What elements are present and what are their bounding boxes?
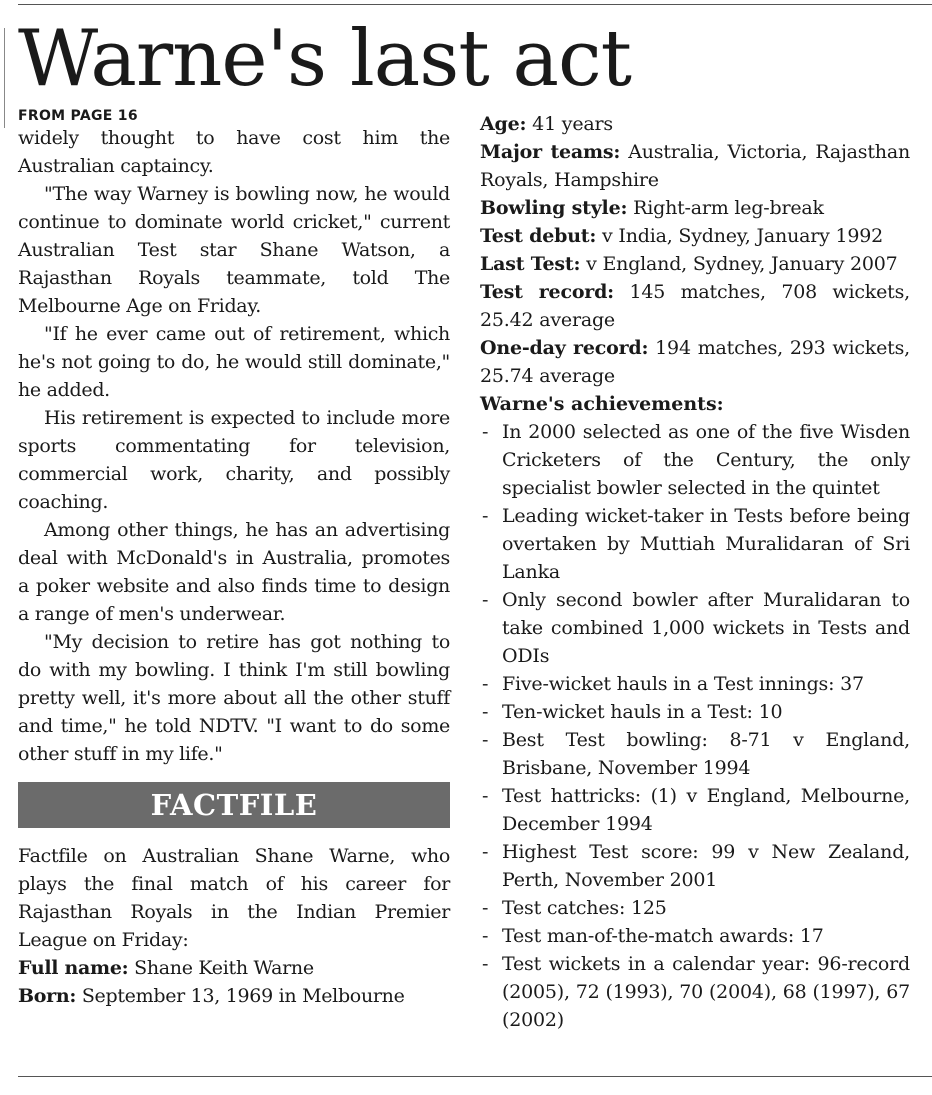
achievement-item: - Leading wicket-taker in Tests before being overtaken by Muttiah Muralidaran of Sri Lanka [480, 502, 910, 586]
fact-value: 194 matches, 293 wickets, 25.74 average [480, 337, 910, 387]
achievement-item: - Only second bowler after Muralidaran to take combined 1,000 wickets in Tests and ODIs [480, 586, 910, 670]
fact-last-test [480, 250, 910, 278]
fact-value: Shane Keith Warne [128, 957, 314, 979]
article-paragraph: "My decision to retire has got nothing to do with my bowling. I think I'm still bowling pretty well, it's more about all the other stuff and time," he told NDTV. "I want to do some other stuff in my life." [18, 631, 450, 765]
achievement-item: - Test catches: 125 [480, 894, 910, 922]
fact-value: v England, Sydney, January 2007 [580, 253, 898, 275]
article-paragraph: Among other things, he has an advertising deal with McDonald's in Australia, promotes a poker website and also finds time to design a range of men's underwear. [18, 519, 450, 625]
fact-test-debut [480, 222, 910, 250]
continued-from-kicker: FROM PAGE 16 [18, 108, 138, 124]
headline: Warne's last act [18, 14, 631, 104]
fact-label: Born: [18, 985, 77, 1007]
fact-label: Full name: [18, 957, 129, 979]
fact-label: One-day record: [480, 337, 649, 359]
fact-label: Bowling style: [480, 197, 628, 219]
left-rule [4, 28, 5, 128]
factfile-title: FACTFILE [150, 788, 318, 822]
article-paragraph: widely thought to have cost him the Australian captaincy. [18, 127, 450, 177]
fact-value: Australia, Victoria, Rajasthan Royals, Hampshire [480, 141, 910, 191]
fact-value: Right-arm leg-break [627, 197, 824, 219]
factfile-intro: Factfile on Australian Shane Warne, who plays the final match of his career for Rajasthan Royals in the Indian Premier League on Friday: [18, 845, 450, 951]
fact-value: v India, Sydney, January 1992 [596, 225, 884, 247]
achievement-item: - In 2000 selected as one of the five Wisden Cricketers of the Century, the only specialist bowler selected in the quintet [480, 418, 910, 502]
fact-label: Test record: [480, 281, 614, 303]
fact-one-day-record [480, 334, 910, 390]
article-paragraph: "The way Warney is bowling now, he would continue to dominate world cricket," current Australian Test star Shane Watson, a Rajasthan Royals teammate, told The Melbourne Age on Friday. [18, 183, 450, 317]
right-column [480, 110, 910, 1034]
factfile-banner [18, 782, 450, 828]
fact-test-record [480, 278, 910, 334]
achievements-heading: Warne's achievements: [480, 393, 724, 415]
fact-age [480, 110, 910, 138]
fact-value: 145 matches, 708 wickets, 25.42 average [480, 281, 910, 331]
fact-label: Test debut: [480, 225, 597, 247]
achievements-list [480, 418, 910, 1034]
bottom-rule [18, 1076, 932, 1077]
top-rule [18, 4, 932, 5]
achievement-item: - Five-wicket hauls in a Test innings: 37 [480, 670, 910, 698]
fact-major-teams [480, 138, 910, 194]
achievement-item: - Highest Test score: 99 v New Zealand, Perth, November 2001 [480, 838, 910, 894]
fact-value: 41 years [526, 113, 613, 135]
article-paragraph: "If he ever came out of retirement, which he's not going to do, he would still dominate," he added. [18, 323, 450, 401]
left-column [18, 108, 450, 1010]
fact-label: Age: [480, 113, 527, 135]
achievement-item: - Best Test bowling: 8-71 v England, Brisbane, November 1994 [480, 726, 910, 782]
fact-bowling-style [480, 194, 910, 222]
achievement-item: - Test hattricks: (1) v England, Melbourne, December 1994 [480, 782, 910, 838]
achievement-item: - Test man-of-the-match awards: 17 [480, 922, 910, 950]
fact-born [18, 982, 450, 1010]
fact-full-name [18, 954, 450, 982]
achievement-item: - Test wickets in a calendar year: 96-record (2005), 72 (1993), 70 (2004), 68 (1997), 67 (2002) [480, 950, 910, 1034]
fact-label: Major teams: [480, 141, 621, 163]
fact-value: September 13, 1969 in Melbourne [76, 985, 405, 1007]
achievement-item: - Ten-wicket hauls in a Test: 10 [480, 698, 910, 726]
article-paragraph: His retirement is expected to include more sports commentating for television, commercial work, charity, and possibly coaching. [18, 407, 450, 513]
fact-label: Last Test: [480, 253, 581, 275]
